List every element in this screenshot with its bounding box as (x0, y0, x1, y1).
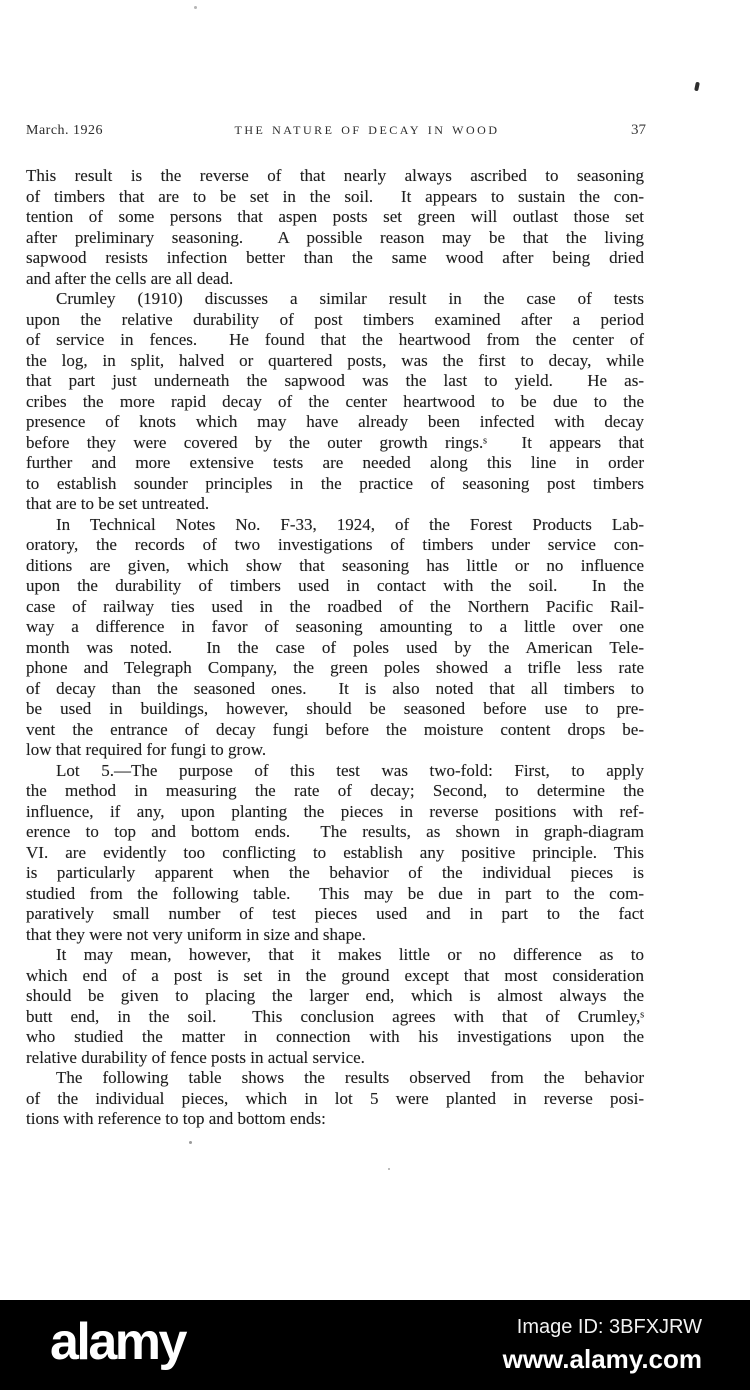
text-line: In Technical Notes No. F-33, 1924, of the Forest Products Lab- (56, 514, 644, 534)
text-line: is particularly apparent when the behavior of the individual pieces is (26, 863, 644, 882)
text-line: upon the relative durability of post timbers examined after a period (26, 309, 644, 329)
text-line: ditions are given, which show that seasoning has little or no influence (26, 555, 644, 575)
text-line: influence, if any, upon planting the pieces in reverse positions with ref- (26, 801, 644, 821)
article-title: the nature of decay in wood (234, 119, 500, 138)
text-line: Lot 5.—The purpose of this test was two-fold: First, to apply (56, 760, 644, 780)
text-line: upon the durability of timbers used in contact with the soil. In the (26, 576, 644, 595)
text-line: to establish sounder principles in the practice of seasoning post timbers (26, 473, 644, 493)
scan-speck (694, 82, 700, 92)
text-line: before they were covered by the outer growth rings.ˢ It appears that (26, 432, 644, 452)
text-line: the log, in split, halved or quartered posts, was the first to decay, while (26, 350, 644, 370)
scan-speck (194, 6, 197, 9)
text-line: further and more extensive tests are needed along this line in order (26, 453, 644, 472)
text-line: relative durability of fence posts in actual service. (26, 1047, 365, 1067)
text-line: of decay than the seasoned ones. It is also noted that all timbers to (26, 678, 644, 698)
image-id-label: Image ID: 3BFXJRW (516, 1315, 702, 1338)
text-line: erence to top and bottom ends. The results, as shown in graph-diagram (26, 822, 644, 841)
text-line: the method in measuring the rate of decay; Second, to determine the (26, 781, 644, 800)
text-line: which end of a post is set in the ground except that most consideration (26, 965, 644, 985)
scan-speck (189, 1141, 192, 1144)
paragraph (26, 515, 644, 761)
text-line: presence of knots which may have already been infected with decay (26, 412, 644, 431)
text-line: This result is the reverse of that nearly always ascribed to seasoning (26, 166, 644, 185)
text-line: low that required for fungi to grow. (26, 740, 267, 759)
alamy-meta (503, 1316, 702, 1375)
text-line: of the individual pieces, which in lot 5 were planted in reverse posi- (26, 1088, 644, 1108)
text-line: of service in fences. He found that the heartwood from the center of (26, 330, 644, 349)
text-line: cribes the more rapid decay of the center heartwood to be due to the (26, 391, 644, 411)
paragraph (26, 761, 644, 946)
text-line: paratively small number of test pieces used and in part to the fact (26, 904, 644, 923)
text-line: who studied the matter in connection with his investigations upon the (26, 1027, 644, 1046)
alamy-watermark-bar (0, 1300, 750, 1390)
text-line: case of railway ties used in the roadbed of the Northern Pacific Rail- (26, 596, 644, 616)
journal-date: March. 1926 (26, 123, 104, 138)
scan-speck (388, 1168, 390, 1170)
text-line: after preliminary seasoning. A possible reason may be that the living (26, 227, 644, 247)
text-line: The following table shows the results observed from the behavior (56, 1068, 644, 1087)
text-line: be used in buildings, however, should be seasoned before use to pre- (26, 699, 644, 718)
text-line: oratory, the records of two investigations of timbers under service con- (26, 535, 644, 554)
text-line: tions with reference to top and bottom ends: (26, 1109, 326, 1128)
text-line: way a difference in favor of seasoning amounting to a little over one (26, 617, 644, 636)
alamy-logo: alamy (50, 1313, 185, 1371)
text-line: Crumley (1910) discusses a similar result in the case of tests (56, 289, 644, 308)
text-line: butt end, in the soil. This conclusion agrees with that of Crumley,ˢ (26, 1006, 644, 1026)
text-line: studied from the following table. This may be due in part to the com- (26, 883, 644, 903)
paragraph (26, 166, 644, 289)
text-line: that they were not very uniform in size and shape. (26, 924, 366, 944)
text-line: sapwood resists infection better than the same wood after being dried (26, 248, 644, 267)
text-line: and after the cells are all dead. (26, 268, 234, 288)
text-line: phone and Telegraph Company, the green poles showed a trifle less rate (26, 658, 644, 677)
text-line: It may mean, however, that it makes little or no difference as to (56, 945, 644, 964)
article-body (26, 166, 644, 1130)
paragraph (26, 1068, 644, 1130)
paragraph (26, 289, 644, 515)
page-number: 37 (630, 122, 646, 138)
text-line: tention of some persons that aspen posts set green will outlast those set (26, 207, 644, 226)
text-line: month was noted. In the case of poles used by the American Tele- (26, 637, 644, 657)
text-line: vent the entrance of decay fungi before the moisture content drops be- (26, 719, 644, 739)
paragraph (26, 945, 644, 1068)
text-line: should be given to placing the larger end, which is almost always the (26, 986, 644, 1005)
alamy-url: www.alamy.com (502, 1343, 702, 1374)
text-line: that are to be set untreated. (26, 494, 210, 513)
running-head (26, 119, 646, 139)
text-line: that part just underneath the sapwood was the last to yield. He as- (26, 371, 644, 390)
text-line: of timbers that are to be set in the soil. It appears to sustain the con- (26, 186, 644, 206)
text-line: VI. are evidently too conflicting to establish any positive principle. This (26, 842, 644, 862)
